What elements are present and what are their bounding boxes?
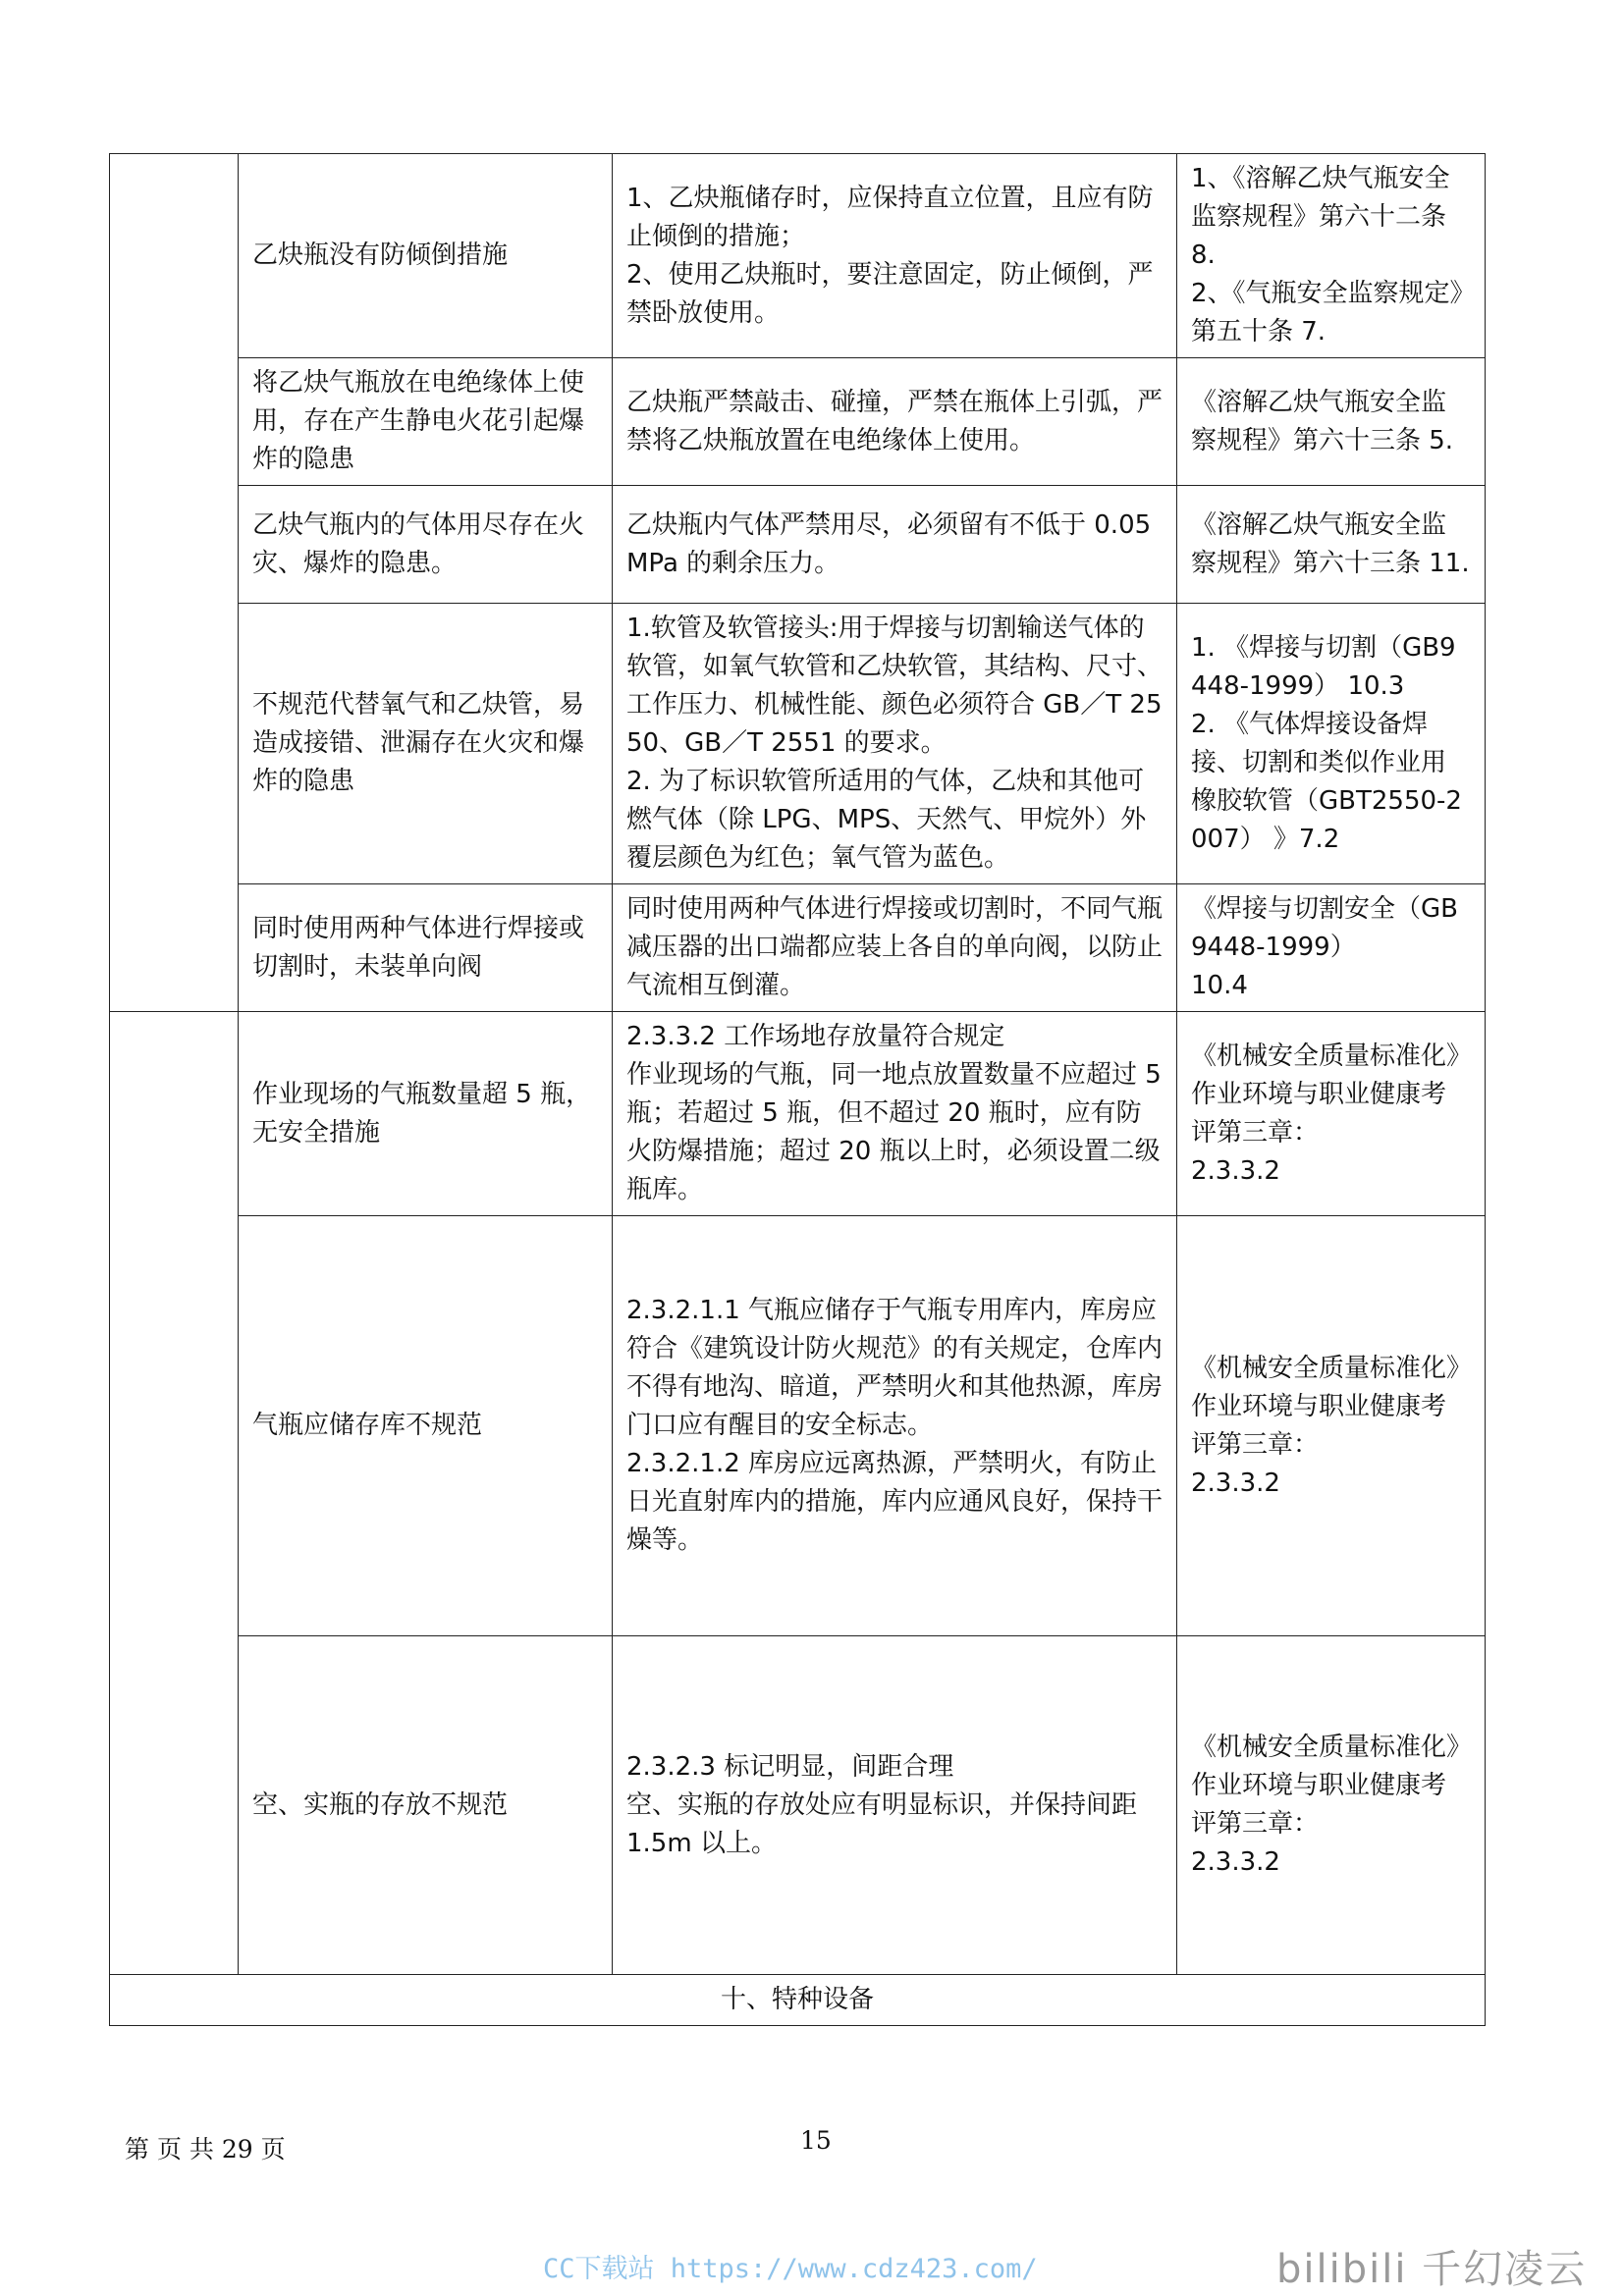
measure-cell: 2.3.2.3 标记明显，间距合理 空、实瓶的存放处应有明显标识，并保持间距 1.5m 以上。 (613, 1636, 1177, 1975)
measure-cell: 1.软管及软管接头:用于焊接与切割输送气体的软管，如氧气软管和乙炔软管，其结构、尺寸、工作压力、机械性能、颜色必须符合 GB／T 2550、GB／T 2551 的要求。 2. 为了标识软管所适用的气体，乙炔和其他可燃气体（除 LPG、MPS、天然气、甲烷外）外覆层颜色为红色；氧气管为蓝色。 (613, 604, 1177, 884)
page-of-total: 第 页 共 29 页 (125, 2135, 286, 2163)
reference-cell: 《焊接与切割安全（GB9448-1999） 10.4 (1177, 884, 1486, 1012)
measure-cell: 1、乙炔瓶储存时，应保持直立位置，且应有防止倾倒的措施； 2、使用乙炔瓶时，要注意固定，防止倾倒，严禁卧放使用。 (613, 154, 1177, 358)
category-cell (110, 154, 239, 1012)
table-row (110, 154, 1486, 358)
measure-cell: 同时使用两种气体进行焊接或切割时，不同气瓶减压器的出口端都应装上各自的单向阀，以防止气流相互倒灌。 (613, 884, 1177, 1012)
section-heading: 十、特种设备 (110, 1975, 1486, 2026)
section-row (110, 1975, 1486, 2026)
watermark-logo: bilibili 千幻凌云 (1276, 2247, 1588, 2292)
hazard-cell: 将乙炔气瓶放在电绝缘体上使用，存在产生静电火花引起爆炸的隐患 (239, 358, 613, 486)
table-row (110, 1216, 1486, 1636)
reference-cell: 《溶解乙炔气瓶安全监察规程》第六十三条 11. (1177, 486, 1486, 604)
measure-cell: 乙炔瓶严禁敲击、碰撞，严禁在瓶体上引弧，严禁将乙炔瓶放置在电绝缘体上使用。 (613, 358, 1177, 486)
measure-cell: 乙炔瓶内气体严禁用尽，必须留有不低于 0.05MPa 的剩余压力。 (613, 486, 1177, 604)
category-cell (110, 1012, 239, 1975)
hazard-cell: 作业现场的气瓶数量超 5 瓶，无安全措施 (239, 1012, 613, 1216)
page-number: 15 (800, 2126, 832, 2155)
reference-cell: 《机械安全质量标准化》作业环境与职业健康考评第三章： 2.3.3.2 (1177, 1012, 1486, 1216)
reference-cell: 《机械安全质量标准化》作业环境与职业健康考评第三章： 2.3.3.2 (1177, 1216, 1486, 1636)
measure-cell: 2.3.3.2 工作场地存放量符合规定 作业现场的气瓶，同一地点放置数量不应超过 5 瓶；若超过 5 瓶，但不超过 20 瓶时，应有防火防爆措施；超过 20 瓶以上时，必须设置二级瓶库。 (613, 1012, 1177, 1216)
table-row (110, 486, 1486, 604)
hazard-cell: 乙炔气瓶内的气体用尽存在火灾、爆炸的隐患。 (239, 486, 613, 604)
hazard-table (109, 153, 1486, 2026)
table-row (110, 604, 1486, 884)
hazard-cell: 同时使用两种气体进行焊接或切割时，未装单向阀 (239, 884, 613, 1012)
hazard-cell: 不规范代替氧气和乙炔管，易造成接错、泄漏存在火灾和爆炸的隐患 (239, 604, 613, 884)
reference-cell: 《溶解乙炔气瓶安全监察规程》第六十三条 5. (1177, 358, 1486, 486)
table-row (110, 1636, 1486, 1975)
hazard-cell: 空、实瓶的存放不规范 (239, 1636, 613, 1975)
reference-cell: 1. 《焊接与切割（GB9448-1999） 10.3 2. 《气体焊接设备焊接、切割和类似作业用橡胶软管（GBT2550-2007） 》7.2 (1177, 604, 1486, 884)
reference-cell: 《机械安全质量标准化》作业环境与职业健康考评第三章： 2.3.3.2 (1177, 1636, 1486, 1975)
measure-cell: 2.3.2.1.1 气瓶应储存于气瓶专用库内，库房应符合《建筑设计防火规范》的有关规定，仓库内不得有地沟、暗道，严禁明火和其他热源，库房门口应有醒目的安全标志。 2.3.2.1.2 库房应远离热源，严禁明火，有防止日光直射库内的措施，库内应通风良好，保持干燥等。 (613, 1216, 1177, 1636)
table-row (110, 884, 1486, 1012)
hazard-cell: 乙炔瓶没有防倾倒措施 (239, 154, 613, 358)
watermark-url: CC下载站 https://www.cdz423.com/ (543, 2254, 1038, 2284)
hazard-cell: 气瓶应储存库不规范 (239, 1216, 613, 1636)
table-row (110, 1012, 1486, 1216)
table-row (110, 358, 1486, 486)
reference-cell: 1、《溶解乙炔气瓶安全监察规程》第六十二条 8. 2、《气瓶安全监察规定》第五十条 7. (1177, 154, 1486, 358)
